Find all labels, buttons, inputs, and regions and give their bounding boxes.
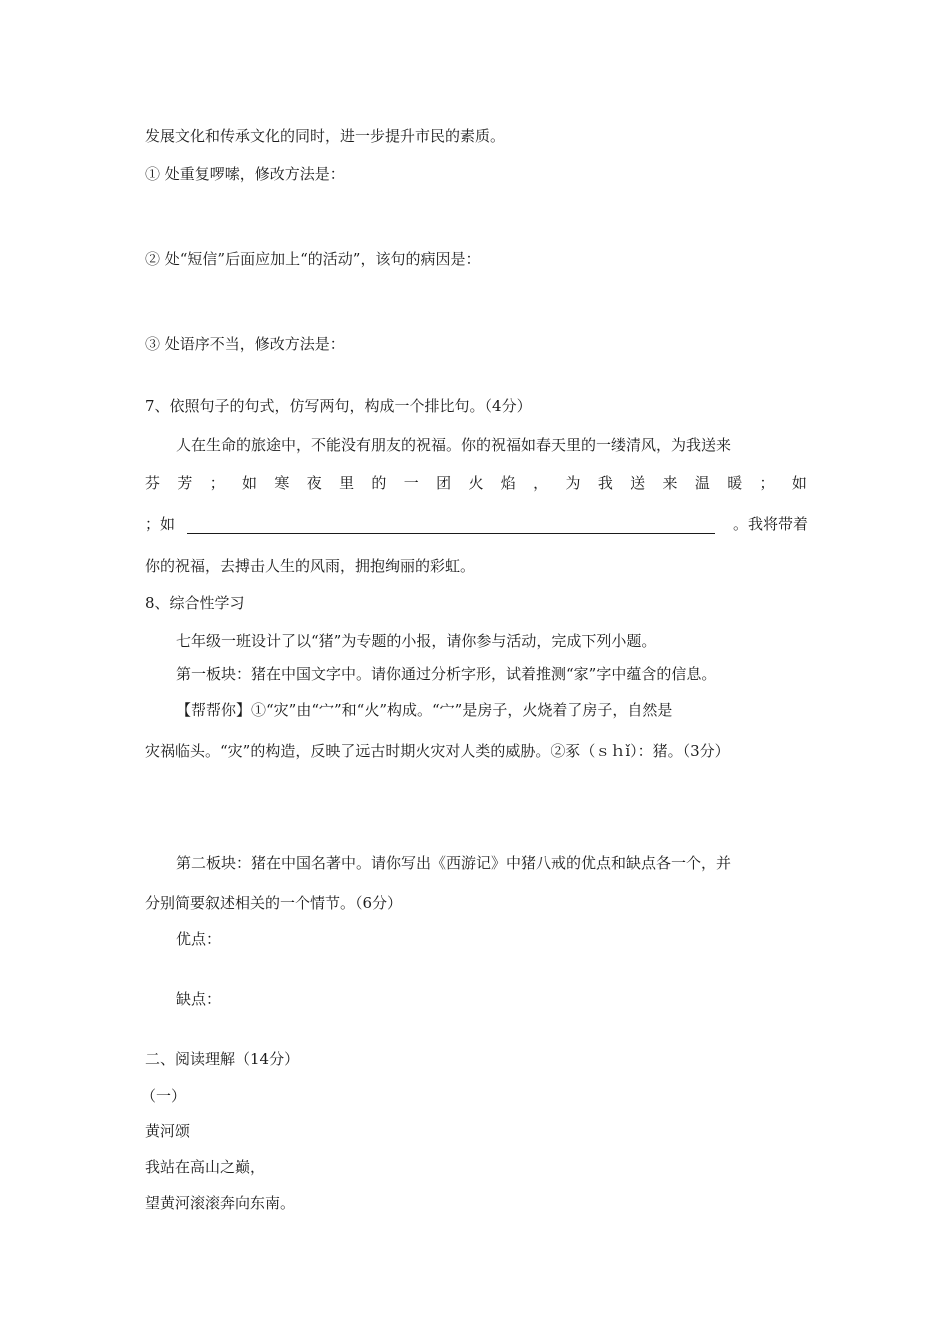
advantage-label: 优点：	[176, 930, 222, 948]
char: 芬	[145, 474, 161, 492]
question-8-paragraph-2: 第一板块：猪在中国文字中。请你通过分析字形，试着推测“家”字中蕴含的信息。	[176, 665, 717, 683]
char: ，	[533, 474, 549, 492]
char: 火	[468, 474, 484, 492]
poem-line-2: 望黄河滚滚奔向东南。	[145, 1194, 296, 1212]
poem-title: 黄河颂	[145, 1122, 191, 1140]
question-8-heading: 8、综合性学习	[145, 594, 245, 612]
char: 寒	[274, 474, 290, 492]
question-7-prefix: ；如	[145, 515, 176, 533]
char: 温	[694, 474, 710, 492]
answer-blank-line[interactable]	[187, 533, 715, 534]
question-7-suffix: 。我将带着	[733, 515, 809, 533]
char: 来	[662, 474, 678, 492]
char: 我	[597, 474, 613, 492]
char: 里	[339, 474, 355, 492]
char: 暖	[727, 474, 743, 492]
question-item-1: ① 处重复啰嗦，修改方法是：	[145, 165, 345, 183]
char: 焰	[500, 474, 516, 492]
char: ；	[209, 474, 225, 492]
question-7-paragraph-1: 人在生命的旅途中，不能没有朋友的祝福。你的祝福如春天里的一缕清风，为我送来	[176, 436, 732, 454]
disadvantage-label: 缺点：	[176, 990, 222, 1008]
question-8-paragraph-4: 灾祸临头。“灾”的构造，反映了远古时期火灾对人类的威胁。②豖（ｓｈǐ）：猪。（3分）	[145, 742, 730, 760]
question-7-paragraph-4: 你的祝福，去搏击人生的风雨，拥抱绚丽的彩虹。	[145, 557, 476, 575]
question-7-heading: 7、依照句子的句式，仿写两句，构成一个排比句。（4分）	[145, 397, 532, 415]
char: 团	[436, 474, 452, 492]
char: 芳	[177, 474, 193, 492]
subsection-1-heading: （一）	[141, 1087, 187, 1105]
char: 送	[630, 474, 646, 492]
char: ；	[759, 474, 775, 492]
question-7-paragraph-2	[145, 473, 807, 493]
section-2-heading: 二、阅读理解（14分）	[145, 1050, 300, 1068]
question-8-paragraph-5: 第二板块：猪在中国名著中。请你写出《西游记》中猪八戒的优点和缺点各一个，并	[176, 854, 732, 872]
text-line-culture: 发展文化和传承文化的同时，进一步提升市民的素质。	[145, 127, 506, 145]
poem-line-1: 我站在高山之巅，	[145, 1158, 266, 1176]
char: 如	[791, 474, 807, 492]
char: 的	[371, 474, 387, 492]
char: 如	[242, 474, 258, 492]
question-8-paragraph-3: 【帮帮你】①“灾”由“宀”和“火”构成。“宀”是房子，火烧着了房子，自然是	[176, 701, 673, 719]
question-item-3: ③ 处语序不当，修改方法是：	[145, 335, 345, 353]
question-8-paragraph-6: 分别简要叙述相关的一个情节。（6分）	[145, 894, 403, 912]
char: 一	[403, 474, 419, 492]
question-8-paragraph-1: 七年级一班设计了以“猪”为专题的小报，请你参与活动，完成下列小题。	[176, 632, 657, 650]
question-item-2: ② 处“短信”后面应加上“的活动”，该句的病因是：	[145, 250, 481, 268]
char: 为	[565, 474, 581, 492]
char: 夜	[306, 474, 322, 492]
